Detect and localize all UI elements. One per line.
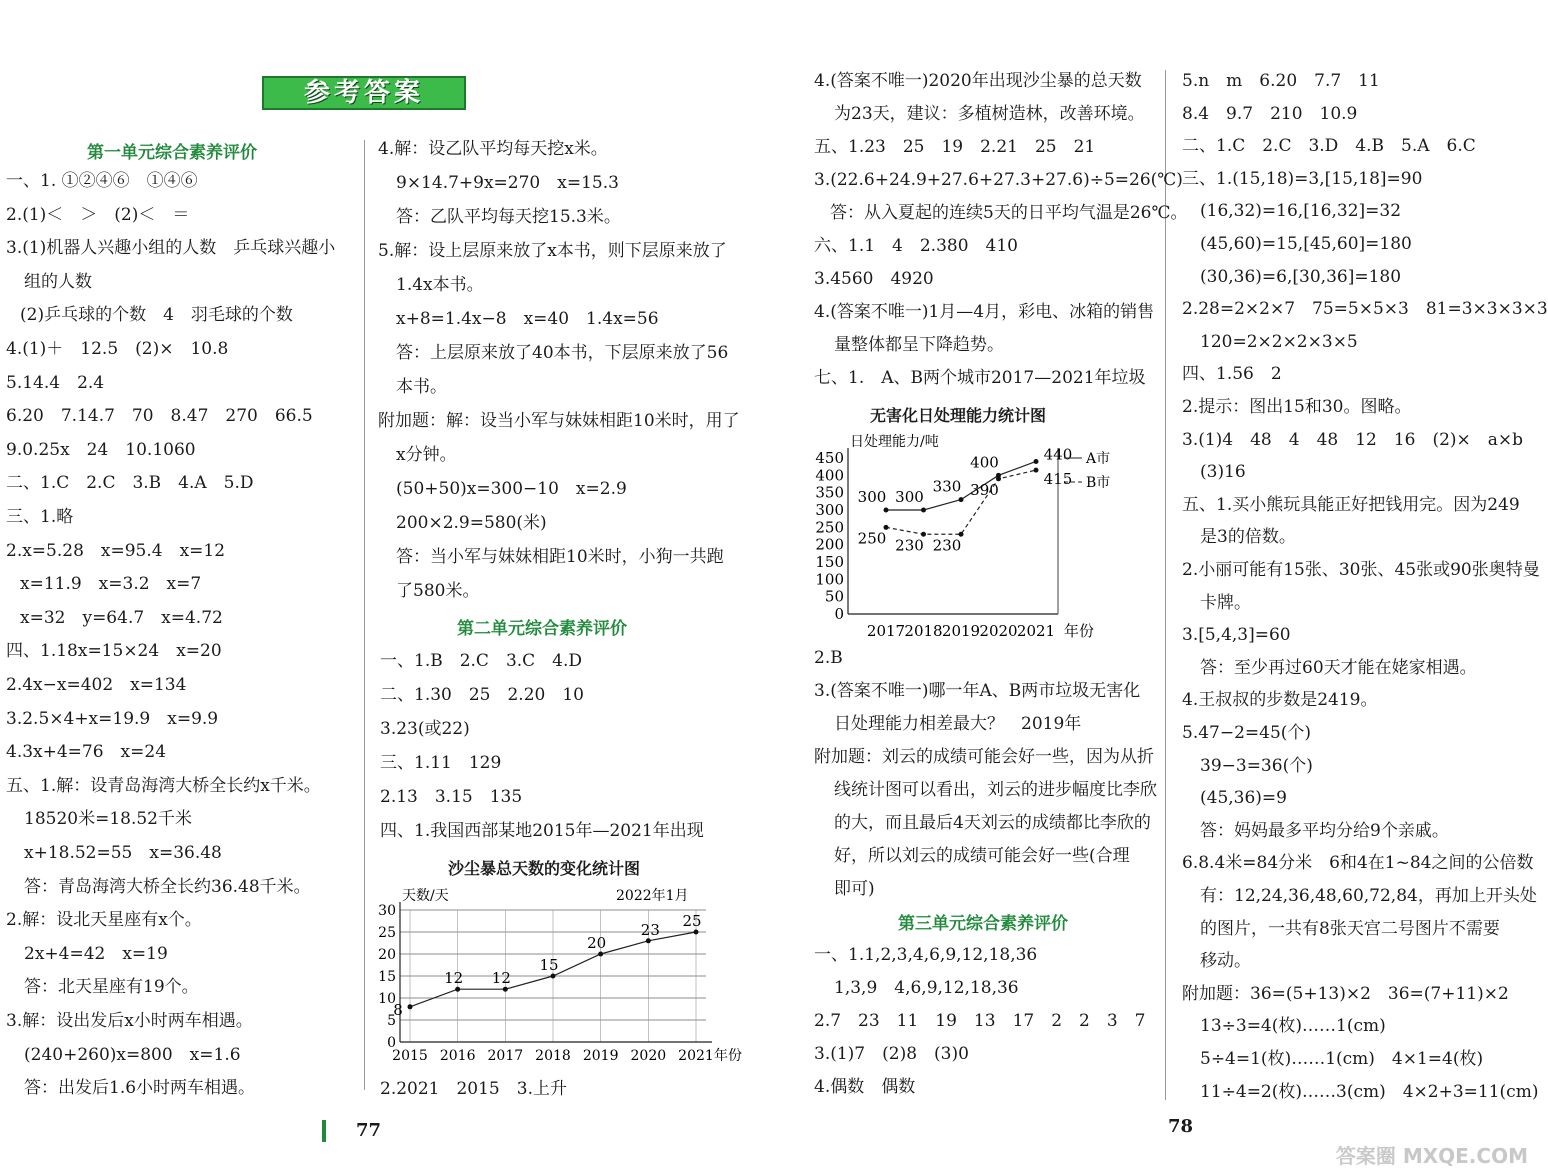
answer-line: 附加题：36=(5+13)×2 36=(7+11)×2 — [1182, 983, 1509, 1004]
answer-line: 即可) — [834, 879, 875, 899]
answer-line: 2.28=2×2×7 75=5×5×3 81=3×3×3×3 — [1182, 299, 1548, 320]
data-point — [503, 987, 508, 992]
legend-label: B市 — [1086, 475, 1111, 491]
answer-line: 的大，而且最后4天刘云的成绩都比李欣的 — [834, 813, 1151, 833]
data-label: 8 — [393, 1000, 403, 1019]
answer-line: x=32 y=64.7 x=4.72 — [20, 607, 223, 628]
page-number-left: 77 — [356, 1120, 382, 1141]
x-tick-label: 2018 — [904, 622, 943, 640]
answer-line: x=11.9 x=3.2 x=7 — [20, 574, 202, 595]
answer-line: 3.(答案不唯一)哪一年A、B两市垃圾无害化 — [814, 681, 1141, 701]
data-point — [1034, 459, 1039, 464]
page-number-right: 78 — [1168, 1116, 1194, 1137]
y-tick-label: 30 — [378, 903, 396, 919]
answer-line: 答：北天星座有19个。 — [24, 977, 199, 998]
answer-line: 答：上层原来放了40本书，下层原来放了56 — [396, 343, 729, 363]
answer-line: 3.(1)4 48 4 48 12 16 (2)× a×b — [1182, 429, 1524, 450]
answer-line: 5÷4=1(枚)……1(cm) 4×1=4(枚) — [1200, 1049, 1484, 1069]
answer-line: 了580米。 — [396, 581, 480, 601]
answer-line: 6.8.4米=84分米 6和4在1~84之间的公倍数 — [1182, 853, 1534, 874]
answer-line: 2.7 23 11 19 13 17 2 2 3 7 — [814, 1011, 1146, 1031]
y-tick-label: 0 — [387, 1035, 396, 1051]
y-tick-label: 450 — [815, 449, 844, 467]
data-point — [598, 952, 603, 957]
answer-line: 13÷3=4(枚)……1(cm) — [1200, 1016, 1386, 1037]
answer-line: 四、1.18x=15×24 x=20 — [6, 641, 222, 662]
data-label: 440 — [1043, 445, 1073, 464]
answer-line: 七、1. A、B两个城市2017—2021年垃圾 — [814, 368, 1146, 388]
answer-line: 4.王叔叔的步数是2419。 — [1182, 690, 1378, 711]
data-label: 15 — [539, 956, 559, 974]
y-axis-label: 日处理能力/吨 — [850, 434, 939, 450]
answer-line: 4.(1)＋ 12.5 (2)× 10.8 — [6, 339, 229, 359]
y-tick-label: 10 — [378, 991, 396, 1007]
answer-line: x+18.52=55 x=36.48 — [24, 843, 222, 863]
answer-line: 1.4x本书。 — [396, 275, 484, 295]
data-point — [1034, 468, 1039, 473]
data-label: 390 — [970, 480, 999, 499]
answer-line: 3.23(或22) — [380, 719, 470, 739]
answer-line: 三、1.11 129 — [380, 753, 502, 773]
x-tick-label: 2016 — [439, 1048, 476, 1064]
answer-line: 一、1. ①②④⑥ ①④⑥ — [6, 171, 198, 191]
answer-line: x+8=1.4x−8 x=40 1.4x=56 — [396, 309, 659, 329]
y-tick-label: 50 — [824, 587, 844, 606]
answer-line: 三、1.略 — [6, 507, 74, 527]
answer-line: 二、1.C 2.C 3.D 4.B 5.A 6.C — [1182, 136, 1476, 157]
answer-line: 3.(1)7 (2)8 (3)0 — [814, 1044, 969, 1064]
answer-line: 有：12,24,36,48,60,72,84，再加上开头处 — [1200, 886, 1537, 906]
answer-line: 三、1.(15,18)=3,[15,18]=90 — [1182, 168, 1423, 189]
dust-storm-line-chart — [370, 882, 742, 1067]
data-point — [646, 938, 651, 943]
answer-line: 4.(答案不唯一)1月—4月，彩电、冰箱的销售 — [814, 302, 1155, 322]
data-label: 300 — [895, 488, 924, 506]
answer-line: 2.x=5.28 x=95.4 x=12 — [6, 540, 226, 561]
answer-line: 2.提示：图出15和30。图略。 — [1182, 397, 1412, 417]
answer-line: 附加题：刘云的成绩可能会好一些，因为从折 — [814, 747, 1154, 767]
unit1-title: 第一单元综合素养评价 — [87, 143, 257, 163]
answer-line: 一、1.1,2,3,4,6,9,12,18,36 — [814, 945, 1038, 965]
answer-line: 1,3,9 4,6,9,12,18,36 — [834, 978, 1019, 998]
y-tick-label: 25 — [378, 925, 396, 941]
answer-line: 答：至少再过60天才能在姥家相遇。 — [1200, 657, 1477, 678]
legend-label: A市 — [1086, 451, 1111, 467]
answer-line: 200×2.9=580(米) — [396, 513, 547, 533]
data-point — [408, 1004, 413, 1009]
answer-line: 11÷4=2(枚)……3(cm) 4×2+3=11(cm) — [1200, 1081, 1539, 1102]
y-tick-label: 20 — [378, 947, 396, 963]
answer-line: 四、1.56 2 — [1182, 364, 1282, 385]
answer-line: 四、1.我国西部某地2015年—2021年出现 — [380, 821, 704, 841]
x-tick-label: 2021 — [1016, 622, 1056, 640]
y-tick-label: 5 — [387, 1013, 396, 1029]
answer-line: 是3的倍数。 — [1200, 527, 1296, 548]
chart2-title: 无害化日处理能力统计图 — [870, 406, 1047, 425]
y-tick-label: 15 — [378, 969, 396, 985]
data-label: 12 — [491, 969, 511, 988]
data-label: 23 — [640, 920, 660, 939]
answer-line: 六、1.1 4 2.380 410 — [814, 236, 1018, 256]
answer-line: 5.14.4 2.4 — [6, 372, 105, 393]
column-divider — [1165, 70, 1166, 1100]
answer-line: 4.3x+4=76 x=24 — [6, 742, 167, 763]
x-axis-label: 年份 — [714, 1048, 742, 1064]
x-tick-label: 2020 — [630, 1048, 667, 1064]
answer-line: 移动。 — [1200, 951, 1251, 972]
answer-line: 6.20 7.14.7 70 8.47 270 66.5 — [6, 406, 313, 427]
answer-line: (50+50)x=300−10 x=2.9 — [396, 479, 627, 499]
unit2-title: 第二单元综合素养评价 — [457, 619, 627, 639]
column-divider — [364, 140, 365, 1090]
answer-line: 2x+4=42 x=19 — [24, 943, 168, 964]
waste-capacity-line-chart — [812, 428, 1162, 638]
answer-line: 答：当小军与妹妹相距10米时，小狗一共跑 — [396, 547, 724, 567]
data-point — [959, 497, 964, 502]
answer-line: 答：从入夏起的连续5天的日平均气温是26℃。 — [830, 203, 1188, 223]
answer-line: 3.解：设出发后x小时两车相遇。 — [6, 1011, 253, 1031]
answers-banner — [262, 76, 466, 110]
answer-line: 本书。 — [396, 377, 447, 397]
chart-note: 2022年1月 — [616, 888, 689, 904]
answer-line: 答：乙队平均每天挖15.3米。 — [396, 207, 621, 227]
answer-line: 的图片，一共有8张天宫二号图片不需要 — [1200, 918, 1500, 939]
answer-line: 3.4560 4920 — [814, 269, 934, 289]
y-tick-label: 0 — [834, 605, 844, 623]
answer-line: 答：妈妈最多平均分给9个亲戚。 — [1200, 820, 1449, 841]
x-tick-label: 2020 — [979, 622, 1018, 640]
data-point — [921, 508, 926, 513]
answer-line: 2.4x−x=402 x=134 — [6, 675, 187, 695]
data-point — [455, 987, 460, 992]
answer-line: 日处理能力相差最大？ 2019年 — [834, 714, 1082, 734]
data-label: 20 — [587, 934, 607, 952]
x-tick-label: 2017 — [866, 622, 906, 640]
answer-line: (2)乒乓球的个数 4 羽毛球的个数 — [20, 305, 293, 326]
y-tick-label: 300 — [815, 501, 844, 519]
answer-line: 4.偶数 偶数 — [814, 1077, 916, 1097]
answer-line: (16,32)=16,[16,32]=32 — [1200, 201, 1402, 222]
y-tick-label: 250 — [815, 518, 844, 537]
answer-line: 量整体都呈下降趋势。 — [834, 335, 1004, 355]
x-tick-label: 2019 — [941, 622, 981, 640]
answer-line: 卡牌。 — [1200, 592, 1251, 613]
answer-line: 39−3=36(个) — [1200, 755, 1313, 776]
data-label: 12 — [444, 969, 464, 988]
answer-line: 4.解：设乙队平均每天挖x米。 — [378, 139, 608, 159]
answer-line: 为23天，建议：多植树造林，改善环境。 — [834, 104, 1145, 124]
answer-line: 2.B — [814, 648, 843, 668]
data-label: 230 — [932, 536, 962, 555]
y-tick-label: 200 — [815, 535, 844, 554]
data-point — [884, 508, 889, 513]
answer-line: 答：青岛海湾大桥全长约36.48千米。 — [24, 876, 311, 897]
answer-line: 9.0.25x 24 10.1060 — [6, 439, 196, 460]
data-point — [551, 974, 556, 979]
x-tick-label: 2019 — [582, 1048, 619, 1064]
data-label: 400 — [970, 453, 999, 472]
answer-line: 2.2021 2015 3.上升 — [380, 1079, 567, 1099]
y-tick-label: 100 — [815, 570, 844, 589]
answer-line: 120=2×2×2×3×5 — [1200, 331, 1358, 352]
answer-line: 五、1.23 25 19 2.21 25 21 — [814, 137, 1096, 157]
answer-line: 组的人数 — [24, 271, 92, 292]
data-label: 300 — [857, 488, 887, 506]
page-marker — [322, 1120, 326, 1142]
chart1-title: 沙尘暴总天数的变化统计图 — [448, 859, 641, 878]
answer-line: 8.4 9.7 210 10.9 — [1182, 103, 1358, 124]
answer-line: 3.(22.6+24.9+27.6+27.3+27.6)÷5=26(℃) — [814, 170, 1183, 190]
banner-text: 参考答案 — [303, 78, 424, 108]
answer-line: 线统计图可以看出，刘云的进步幅度比李欣 — [834, 780, 1157, 800]
answer-line: (3)16 — [1200, 462, 1246, 483]
answer-line: 二、1.30 25 2.20 10 — [380, 685, 584, 705]
answer-line: 5.n m 6.20 7.7 11 — [1182, 71, 1380, 91]
y-tick-label: 400 — [815, 466, 844, 485]
answer-line: 五、1.解：设青岛海湾大桥全长约x千米。 — [6, 775, 321, 796]
answer-line: 好，所以刘云的成绩可能会好一些(合理 — [834, 846, 1130, 866]
answer-line: 2.13 3.15 135 — [380, 787, 523, 807]
answer-line: (240+260)x=800 x=1.6 — [24, 1044, 241, 1065]
answer-line: 五、1.买小熊玩具能正好把钱用完。因为249 — [1182, 494, 1520, 515]
y-tick-label: 150 — [815, 553, 844, 571]
answer-line: (30,36)=6,[30,36]=180 — [1200, 266, 1402, 287]
x-tick-label: 2018 — [535, 1048, 571, 1064]
unit3-title: 第三单元综合素养评价 — [898, 914, 1068, 934]
answer-line: 一、1.B 2.C 3.C 4.D — [380, 651, 583, 671]
y-axis-label: 天数/天 — [402, 888, 449, 904]
y-tick-label: 350 — [815, 483, 844, 502]
answer-line: 附加题：解：设当小军与妹妹相距10米时，用了 — [378, 411, 740, 431]
answer-line: 9×14.7+9x=270 x=15.3 — [396, 173, 619, 193]
answer-line: 4.(答案不唯一)2020年出现沙尘暴的总天数 — [814, 71, 1142, 91]
answer-line: 5.47−2=45(个) — [1182, 723, 1312, 743]
x-tick-label: 2015 — [392, 1048, 428, 1064]
data-label: 25 — [682, 912, 702, 930]
x-axis-label: 年份 — [1064, 622, 1095, 640]
answer-line: 2.解：设北天星座有x个。 — [6, 910, 202, 931]
answer-line: 2.(1)＜ ＞ (2)＜ ＝ — [6, 204, 190, 225]
answer-line: 二、1.C 2.C 3.B 4.A 5.D — [6, 473, 254, 494]
x-tick-label: 2021 — [678, 1048, 714, 1064]
answer-line: x分钟。 — [396, 445, 457, 465]
answer-line: 5.解：设上层原来放了x本书，则下层原来放了 — [378, 241, 727, 261]
answer-line: 3.2.5×4+x=19.9 x=9.9 — [6, 708, 219, 729]
watermark: 答案圈 MXQE.COM — [1335, 1144, 1528, 1168]
x-tick-label: 2017 — [487, 1048, 524, 1064]
answer-line: 18520米=18.52千米 — [24, 809, 192, 830]
data-label: 330 — [932, 477, 962, 496]
answer-line: (45,36)=9 — [1200, 788, 1287, 809]
answer-line: 3.[5,4,3]=60 — [1182, 625, 1291, 646]
data-label: 415 — [1043, 470, 1073, 489]
answer-line: 答：出发后1.6小时两车相遇。 — [24, 1078, 256, 1099]
data-label: 230 — [895, 536, 924, 555]
answer-line: 3.(1)机器人兴趣小组的人数 乒乓球兴趣小 — [6, 238, 336, 259]
answer-line: (45,60)=15,[45,60]=180 — [1200, 234, 1412, 254]
data-label: 250 — [857, 529, 887, 548]
answer-line: 2.小丽可能有15张、30张、45张或90张奥特曼 — [1182, 560, 1540, 580]
data-point — [694, 930, 699, 935]
